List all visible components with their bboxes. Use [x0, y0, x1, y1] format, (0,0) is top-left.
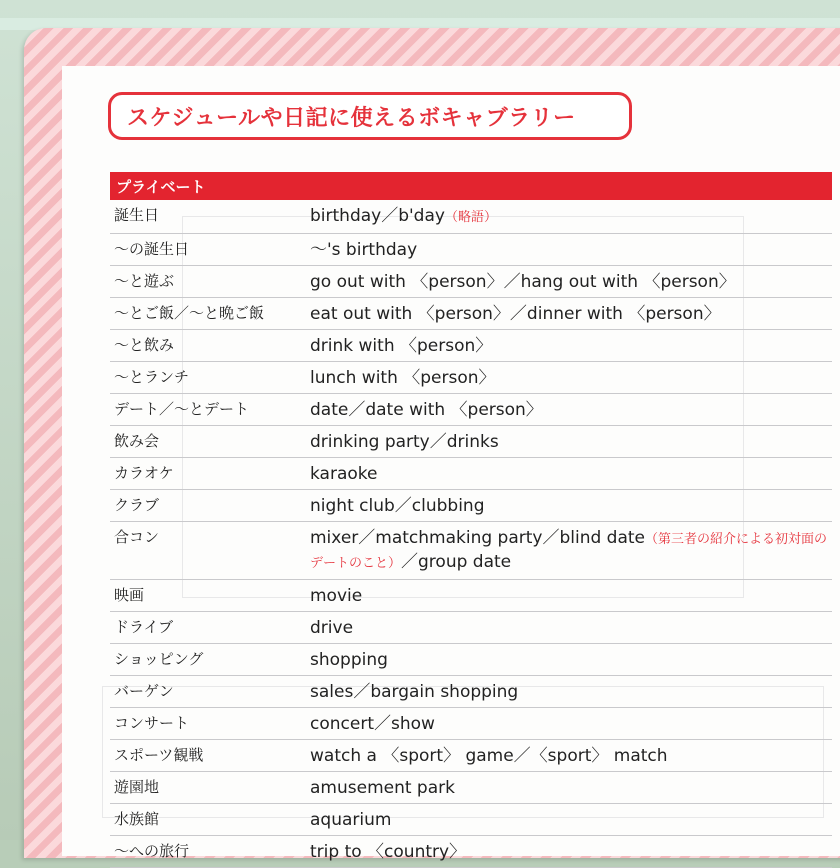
english-term [310, 399, 832, 421]
english-text: eat out with 〈person〉／dinner with 〈person〉 [310, 304, 721, 324]
english-text: drink with 〈person〉 [310, 336, 493, 356]
japanese-term: 〜と飲み [114, 336, 175, 354]
japanese-term: クラブ [114, 496, 160, 514]
english-text: movie [310, 586, 363, 606]
english-text: date／date with 〈person〉 [310, 400, 543, 420]
japanese-term: デート／〜とデート [114, 400, 250, 418]
vocab-row [110, 772, 832, 804]
japanese-term: 〜とランチ [114, 368, 190, 386]
vocab-row [110, 394, 832, 426]
vocab-row [110, 580, 832, 612]
vocabulary-title-box [108, 92, 632, 140]
vocabulary-table [110, 200, 832, 868]
japanese-term: 飲み会 [114, 432, 160, 450]
japanese-term: 映画 [114, 586, 145, 604]
english-term [310, 271, 832, 293]
vocab-row [110, 490, 832, 522]
english-text: go out with 〈person〉／hang out with 〈person〉 [310, 272, 736, 292]
english-text: mixer／matchmaking party／blind date [310, 528, 646, 548]
english-term [310, 617, 832, 639]
english-term [310, 335, 832, 357]
english-term [310, 649, 832, 671]
english-text: birthday／b'day [310, 206, 445, 226]
english-text: karaoke [310, 464, 378, 484]
english-term [310, 431, 832, 453]
japanese-term: 水族館 [114, 810, 160, 828]
english-term [310, 527, 832, 575]
vocab-row [110, 804, 832, 836]
vocab-row [110, 676, 832, 708]
japanese-term: スポーツ観戦 [114, 746, 204, 764]
english-text: 〜's birthday [310, 240, 418, 260]
vocab-row [110, 362, 832, 394]
japanese-term: 誕生日 [114, 206, 160, 224]
english-text: amusement park [310, 778, 455, 798]
japanese-term: 〜の誕生日 [114, 240, 190, 258]
english-text: concert／show [310, 714, 435, 734]
vocab-row [110, 234, 832, 266]
page-title: スケジュールや日記に使えるボキャブラリー [127, 105, 576, 131]
english-term [310, 495, 832, 517]
vocab-row [110, 522, 832, 580]
vocab-row [110, 200, 832, 234]
english-term [310, 463, 832, 485]
usage-note: （第三者の紹介による初対面のデートのこと） [310, 532, 828, 571]
japanese-term: ドライブ [114, 618, 174, 636]
vocab-row [110, 708, 832, 740]
japanese-term: 〜への旅行 [114, 842, 190, 860]
japanese-term: カラオケ [114, 464, 174, 482]
vocab-row [110, 612, 832, 644]
vocab-row [110, 266, 832, 298]
section-label: プライベート [116, 177, 206, 196]
english-term [310, 239, 832, 261]
english-term [310, 713, 832, 735]
english-text: aquarium [310, 810, 392, 830]
english-text: drinking party／drinks [310, 432, 499, 452]
vocab-row [110, 298, 832, 330]
japanese-term: 〜と遊ぶ [114, 272, 175, 290]
english-text: drive [310, 618, 354, 638]
section-header [110, 172, 832, 200]
english-term [310, 205, 832, 229]
english-text: trip to 〈country〉 [310, 842, 467, 862]
vocab-row [110, 330, 832, 362]
english-text: night club／clubbing [310, 496, 485, 516]
english-text: watch a 〈sport〉 game／〈sport〉 match [310, 746, 668, 766]
english-text-continued: ／group date [401, 552, 512, 572]
japanese-term: 合コン [114, 528, 160, 546]
japanese-term: ショッピング [114, 650, 204, 668]
vocab-row [110, 458, 832, 490]
vocab-row [110, 426, 832, 458]
japanese-term: 遊園地 [114, 778, 160, 796]
japanese-term: バーゲン [114, 682, 174, 700]
english-term [310, 809, 832, 831]
english-text: shopping [310, 650, 388, 670]
japanese-term: コンサート [114, 714, 190, 732]
usage-note: （略語） [444, 210, 497, 225]
english-term [310, 585, 832, 607]
english-term [310, 681, 832, 703]
vocab-row [110, 644, 832, 676]
vocab-row [110, 740, 832, 772]
vocab-row [110, 836, 832, 868]
english-term [310, 303, 832, 325]
english-term [310, 777, 832, 799]
english-term [310, 367, 832, 389]
japanese-term: 〜とご飯／〜と晩ご飯 [114, 304, 265, 322]
english-text: lunch with 〈person〉 [310, 368, 496, 388]
english-term [310, 841, 832, 863]
english-term [310, 745, 832, 767]
english-text: sales／bargain shopping [310, 682, 519, 702]
